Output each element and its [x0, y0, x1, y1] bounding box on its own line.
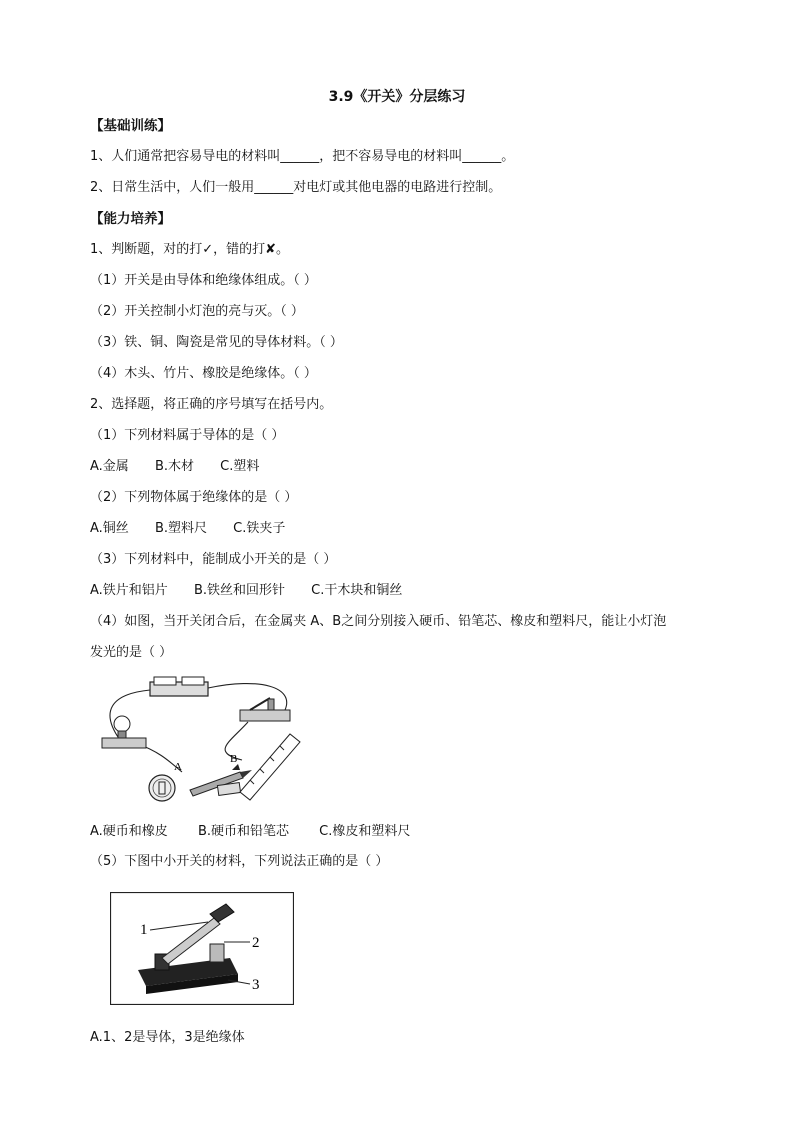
- clip-b-label: B: [230, 753, 238, 765]
- choice-q2-stem: （2）下列物体属于绝缘体的是（ ）: [90, 490, 298, 505]
- option-a: A.硬币和橡皮: [90, 824, 168, 839]
- option-b: B.硬币和铅笔芯: [197, 824, 290, 839]
- clip-a-label: A: [174, 761, 182, 773]
- judge-item-4: （4）木头、竹片、橡胶是绝缘体。（ ）: [90, 366, 317, 381]
- bulb-icon: [102, 716, 146, 748]
- option-c: C.铁夹子: [233, 521, 286, 536]
- circuit-figure: [90, 672, 310, 804]
- label-2: 2: [252, 935, 260, 951]
- choice-q3-options: [90, 583, 424, 599]
- option-b: B.塑料尺: [154, 521, 208, 536]
- choice-q4-stem-line1: （4）如图，当开关闭合后，在金属夹 A、B之间分别接入硬币、铅笔芯、橡皮和塑料尺，能让小灯泡: [90, 614, 667, 629]
- option-b: B.铁丝和回形针: [193, 583, 286, 598]
- clip-icon: [210, 944, 224, 962]
- choice-q4-stem-line2: 发光的是（ ）: [90, 645, 173, 660]
- page-title: 3.9《开关》分层练习: [328, 89, 466, 105]
- choice-q4-options: [90, 824, 432, 840]
- option-a: A.铜丝: [90, 521, 129, 536]
- label-1: 1: [140, 922, 148, 938]
- option-a: A.铁片和铝片: [90, 583, 168, 598]
- option-c: C.干木块和铜丝: [311, 583, 403, 598]
- choice-q3-stem: （3）下列材料中，能制成小开关的是（ ）: [90, 552, 337, 567]
- judge-item-2: （2）开关控制小灯泡的亮与灭。（ ）: [90, 304, 304, 319]
- choice-q2-options: [90, 521, 307, 537]
- option-b: B.木材: [154, 459, 195, 474]
- choice-q1-options: [90, 459, 281, 475]
- option-c: C.橡皮和塑料尺: [319, 824, 411, 839]
- battery-icon: [150, 677, 208, 696]
- switch-figure: [110, 892, 294, 1005]
- judge-item-1: （1）开关是由导体和绝缘体组成。（ ）: [90, 273, 317, 288]
- choice-intro: 2、选择题，将正确的序号填写在括号内。: [90, 397, 333, 412]
- choice-q5-stem: （5）下图中小开关的材料，下列说法正确的是（ ）: [90, 854, 389, 869]
- basic-question-1: 1、人们通常把容易导电的材料叫______，把不容易导电的材料叫______。: [90, 149, 515, 164]
- basic-question-2: 2、日常生活中，人们一般用______对电灯或其他电器的电路进行控制。: [90, 180, 502, 195]
- coin-icon: [149, 775, 175, 801]
- option-c: C.塑料: [220, 459, 260, 474]
- ruler-icon: [240, 734, 300, 800]
- choice-q1-stem: （1）下列材料属于导体的是（ ）: [90, 428, 285, 443]
- section-basic: 【基础训练】: [90, 118, 171, 134]
- judge-intro: 1、判断题，对的打✓，错的打✘。: [90, 242, 290, 257]
- section-ability: 【能力培养】: [90, 211, 171, 227]
- judge-item-3: （3）铁、铜、陶瓷是常见的导体材料。（ ）: [90, 335, 343, 350]
- label-3: 3: [252, 977, 260, 993]
- choice-q5-option-a: A.1、2是导体，3是绝缘体: [90, 1030, 245, 1045]
- option-a: A.金属: [90, 459, 129, 474]
- switch-icon: [240, 698, 290, 721]
